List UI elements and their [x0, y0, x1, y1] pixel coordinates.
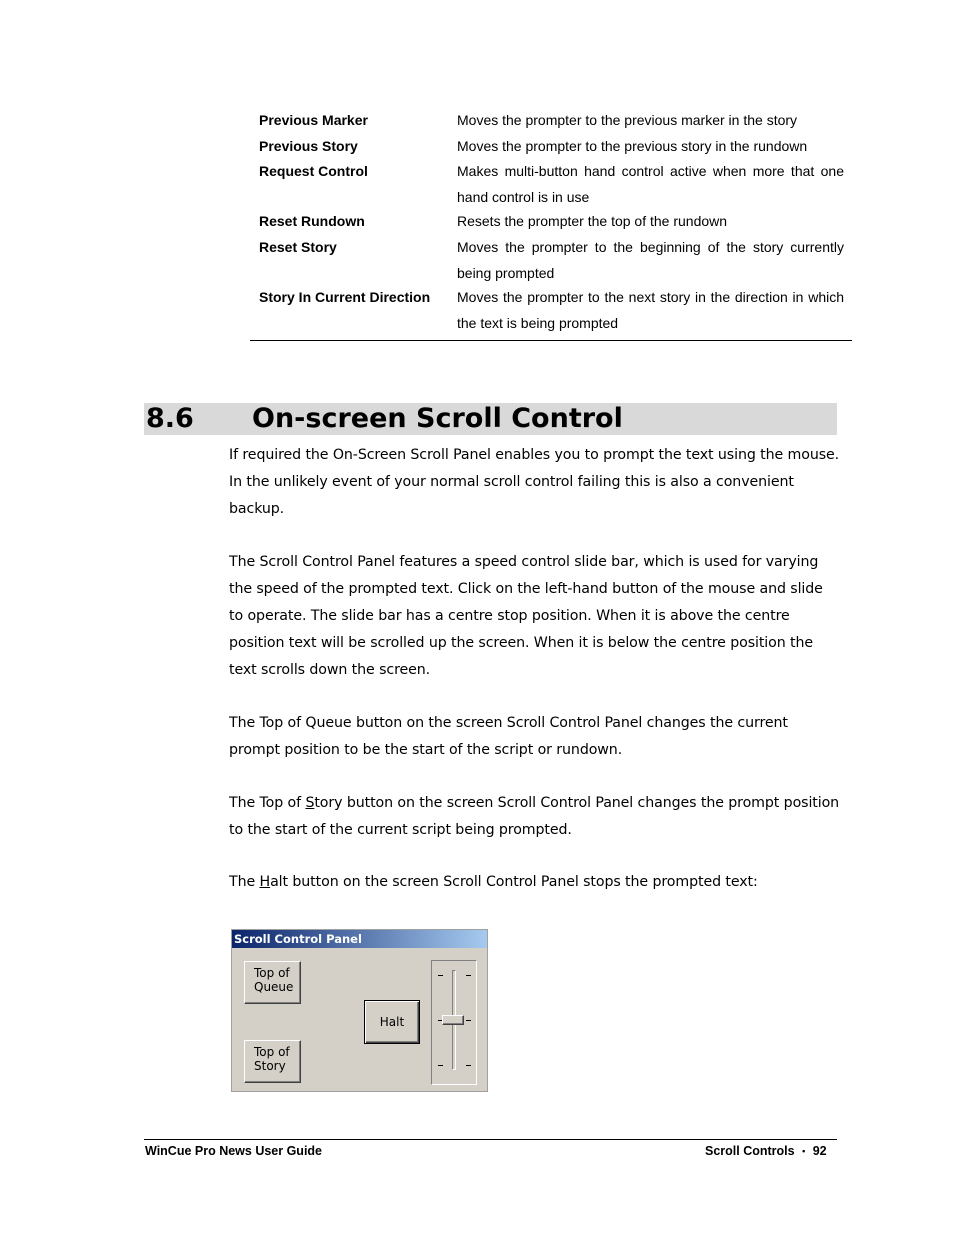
- definition-term: Reset Story: [259, 239, 337, 255]
- slider-thumb[interactable]: [442, 1015, 464, 1025]
- text-run: tory button on the screen Scroll Control Panel changes the prompt position to the start of the current script being prompted.: [229, 795, 840, 838]
- top-of-story-button[interactable]: [244, 1040, 301, 1083]
- definition-description: Moves the prompter to the previous marker in the story: [457, 112, 798, 128]
- accelerator-letter: H: [259, 874, 271, 890]
- top-of-queue-button[interactable]: [244, 961, 301, 1004]
- halt-button[interactable]: Halt: [364, 1000, 420, 1044]
- footer-document-title: WinCue Pro News User Guide: [145, 1144, 323, 1158]
- page-number: 92: [812, 1144, 827, 1158]
- definition-description: Moves the prompter to the next story in the direction in which the text is being prompted: [457, 289, 844, 331]
- table-bottom-rule: [250, 340, 852, 341]
- scroll-control-panel: [231, 929, 488, 1092]
- button-label-line: Top of: [254, 1045, 290, 1059]
- tick-mark: [438, 1065, 443, 1066]
- button-label-line: Story: [254, 1059, 286, 1073]
- paragraph-top-of-queue: The Top of Queue button on the screen Scroll Control Panel changes the current prompt position to be the start of the script or rundown.: [229, 715, 788, 758]
- section-number: 8.6: [146, 403, 194, 434]
- definition-term: Previous Marker: [259, 112, 368, 128]
- panel-title-bar: Scroll Control Panel: [232, 930, 487, 948]
- text-run: The: [229, 874, 260, 890]
- section-title: On-screen Scroll Control: [252, 403, 623, 434]
- definition-term: Reset Rundown: [259, 213, 365, 229]
- speed-slider[interactable]: [431, 960, 477, 1085]
- paragraph-intro: If required the On-Screen Scroll Panel enables you to prompt the text using the mouse. In the unlikely event of your normal scroll control failing this is also a convenient backup.: [229, 447, 840, 517]
- definition-term: Previous Story: [259, 138, 358, 154]
- definition-description: Makes multi-button hand control active when more that one hand control is in use: [457, 163, 844, 205]
- definition-description: Moves the prompter to the beginning of the story currently being prompted: [457, 239, 844, 281]
- button-label-line: Top of: [254, 966, 290, 980]
- definition-term: Story In Current Direction: [259, 289, 431, 305]
- tick-mark: [466, 975, 471, 976]
- tick-mark: [438, 975, 443, 976]
- footer-rule: [144, 1139, 837, 1140]
- button-label-line: Queue: [254, 980, 294, 994]
- bullet-icon: •: [802, 1146, 806, 1156]
- paragraph-halt: [229, 869, 841, 896]
- footer-section-name: Scroll Controls: [705, 1144, 795, 1158]
- text-run: alt button on the screen Scroll Control Panel stops the prompted text:: [270, 874, 758, 890]
- footer-section-page: [705, 1143, 827, 1159]
- paragraph-top-of-story: [229, 790, 841, 844]
- definition-description: Moves the prompter to the previous story in the rundown: [457, 138, 808, 154]
- paragraph-slide-bar: The Scroll Control Panel features a speed control slide bar, which is used for varying the speed of the prompted text. Click on the left-hand button of the mouse and slide to operate. The slide bar has a centre stop position. When it is above the centre position text will be scrolled up the screen. When it is below the centre position the text scrolls down the screen.: [229, 554, 823, 678]
- accelerator-letter: S: [305, 795, 315, 811]
- tick-mark: [466, 1065, 471, 1066]
- text-run: The Top of: [229, 795, 306, 811]
- definition-term: Request Control: [259, 163, 368, 179]
- definition-description: Resets the prompter the top of the rundown: [457, 213, 728, 229]
- tick-mark: [466, 1020, 471, 1021]
